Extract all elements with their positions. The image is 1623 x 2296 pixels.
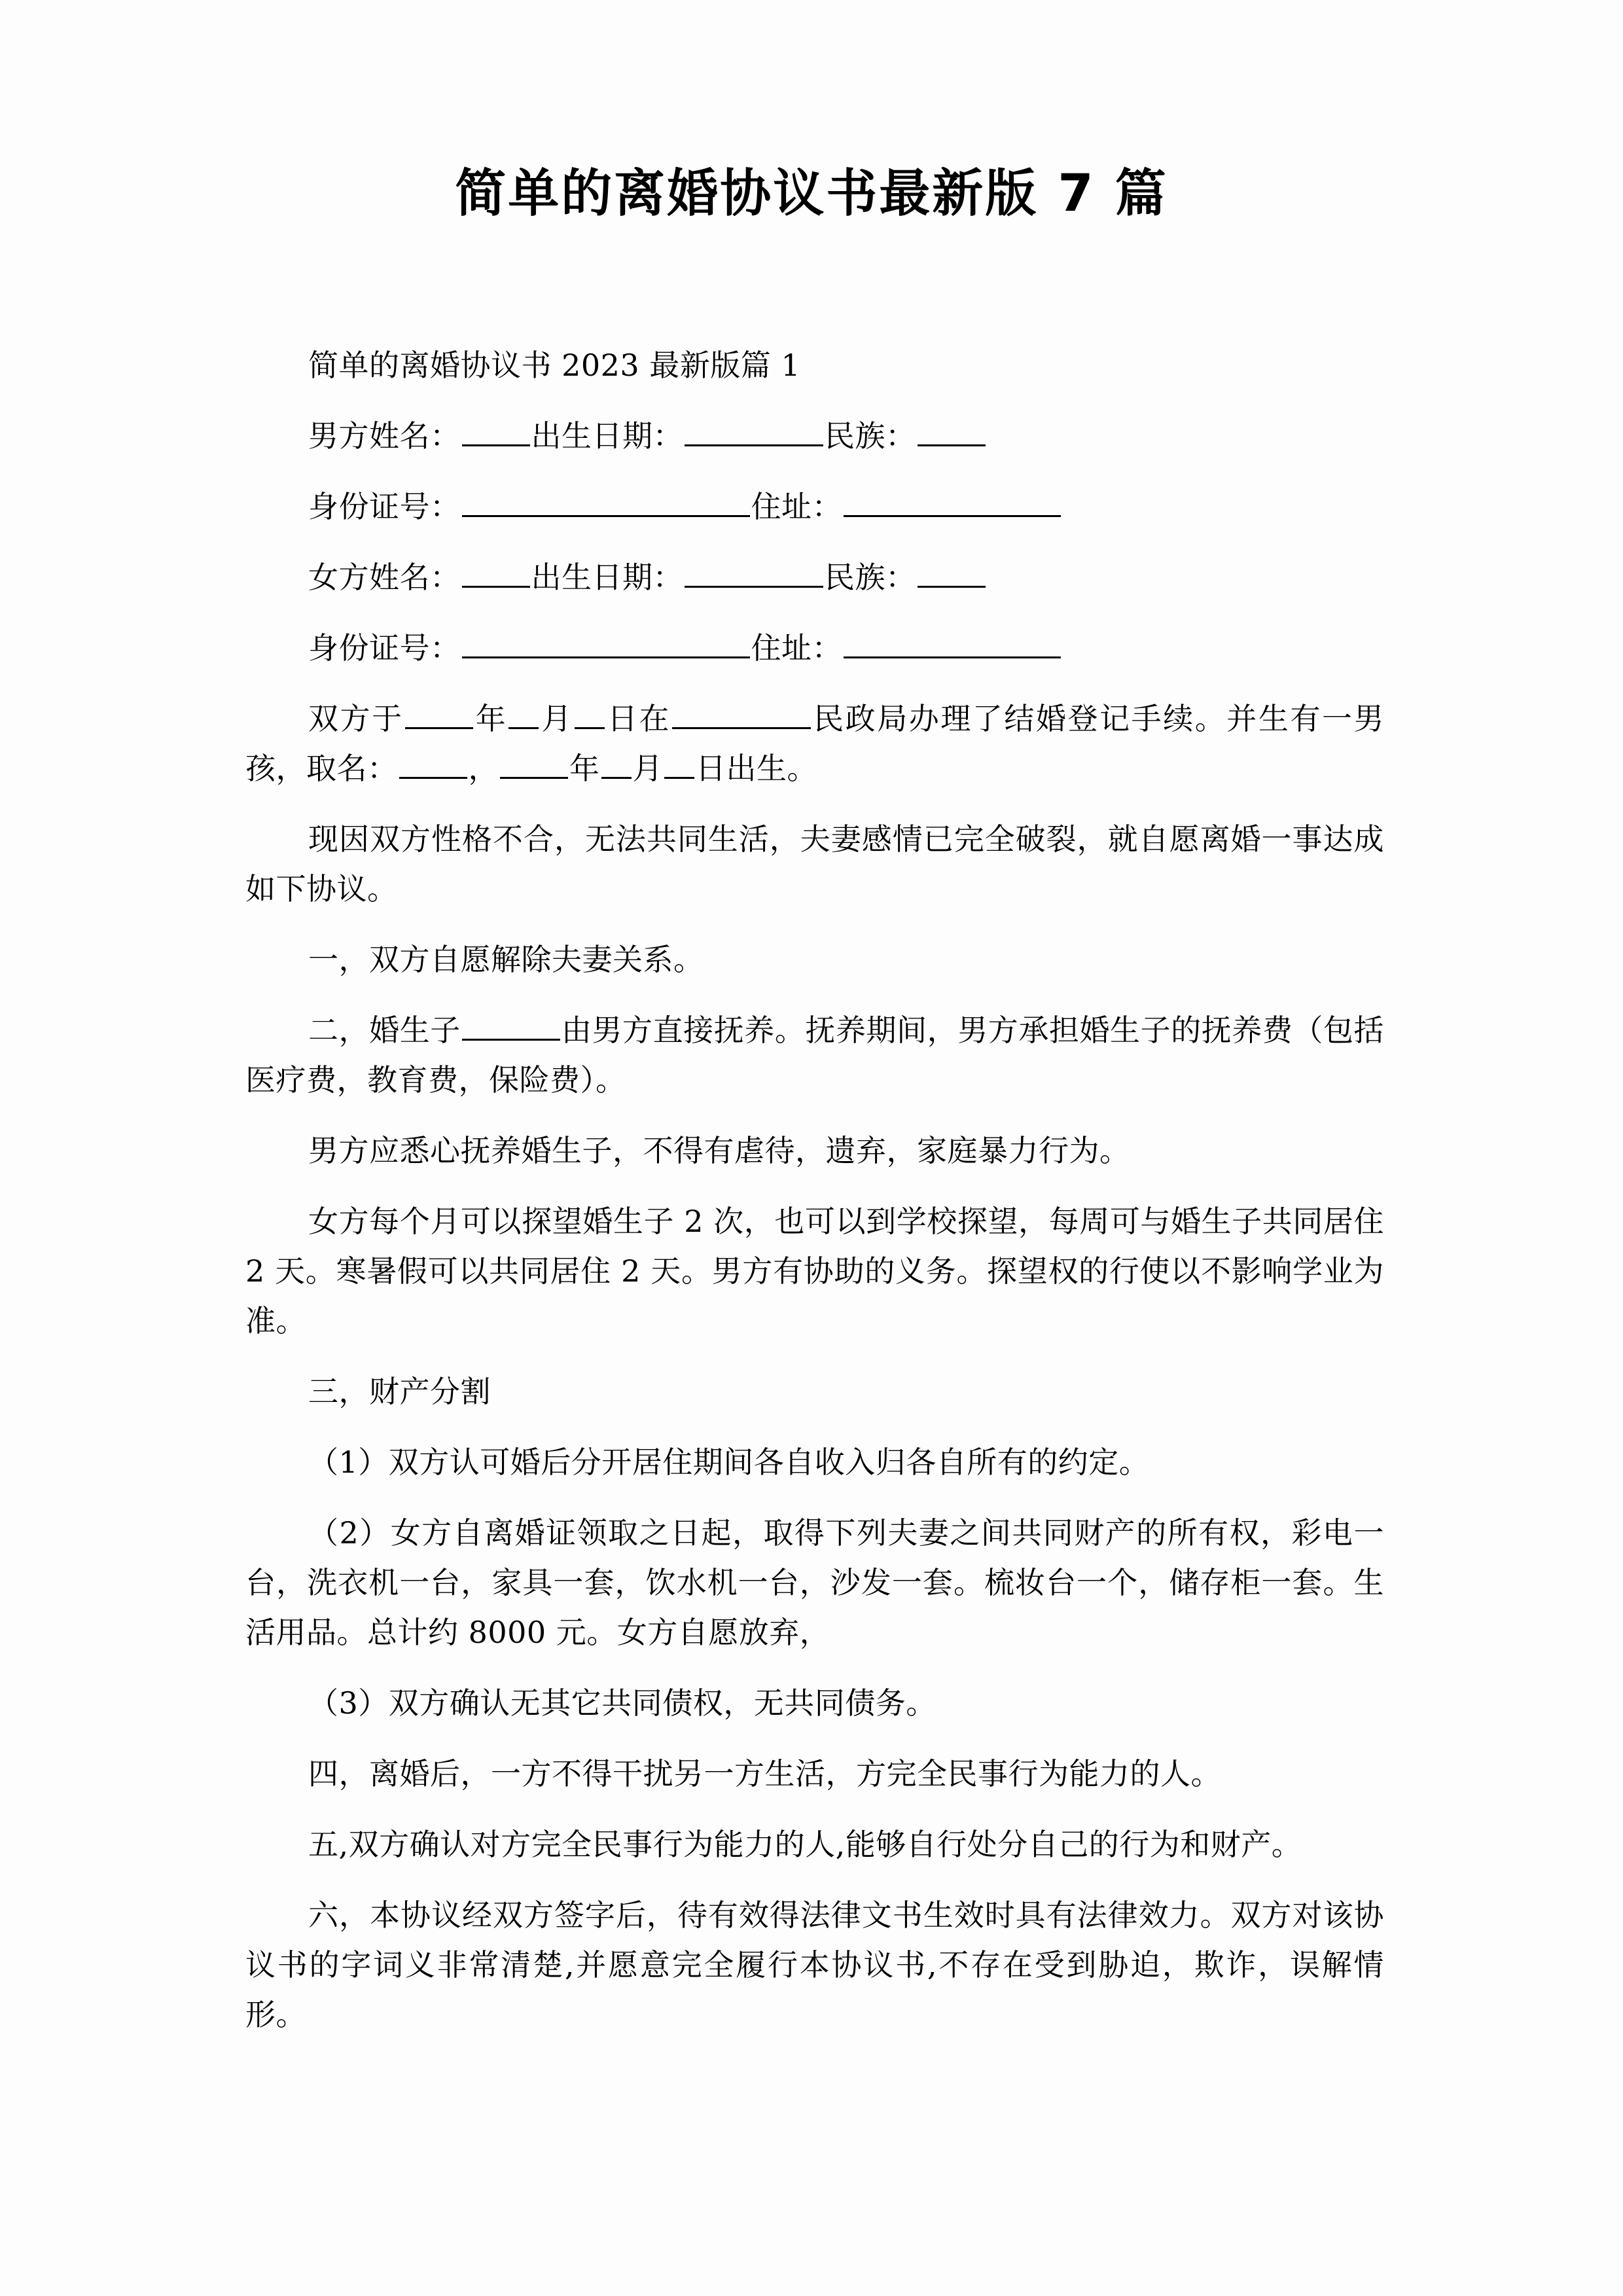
marriage-year-blank[interactable] bbox=[405, 704, 473, 729]
child-birth-day-blank[interactable] bbox=[664, 753, 694, 779]
clause-four: 四，离婚后，一方不得干扰另一方生活，方完全民事行为能力的人。 bbox=[308, 1756, 1221, 1791]
document-body bbox=[245, 340, 1384, 2039]
female-id-blank[interactable] bbox=[462, 633, 750, 658]
clause-three-heading: 三，财产分割 bbox=[308, 1374, 491, 1409]
paragraph-marriage-registration bbox=[245, 694, 1384, 793]
male-name-label: 男方姓名： bbox=[308, 418, 461, 454]
marriage-reg-text-8: 月 bbox=[632, 751, 663, 786]
marriage-day-blank[interactable] bbox=[575, 704, 605, 729]
clause-one: 一，双方自愿解除夫妻关系。 bbox=[308, 942, 704, 977]
female-name-label: 女方姓名： bbox=[308, 560, 461, 595]
paragraph-divorce-reason: 现因双方性格不合，无法共同生活，夫妻感情已完全破裂，就自愿离婚一事达成如下协议。 bbox=[245, 821, 1384, 906]
child-birth-month-blank[interactable] bbox=[601, 753, 632, 779]
field-row-male-name bbox=[245, 411, 1384, 461]
birth-date-label-female: 出生日期： bbox=[531, 560, 683, 595]
birth-date-label-male: 出生日期： bbox=[531, 418, 683, 454]
female-birth-date-blank[interactable] bbox=[685, 562, 823, 588]
female-address-label: 住址： bbox=[751, 630, 842, 666]
clause-three-item-1: （1）双方认可婚后分开居住期间各自收入归各自所有的约定。 bbox=[308, 1444, 1150, 1480]
clause-three-item-2: （2）女方自离婚证领取之日起，取得下列夫妻之间共同财产的所有权，彩电一台，洗衣机一台，家具一套，饮水机一台，沙发一套。梳妆台一个，储存柜一套。生活用品。总计约 8000 元。女方自愿放弃， bbox=[245, 1515, 1384, 1650]
marriage-month-blank[interactable] bbox=[508, 704, 539, 729]
clause-two bbox=[245, 1005, 1384, 1105]
marriage-reg-text-5: 民政局办理了结婚登记手续。并生有一男孩，取名： bbox=[245, 701, 1385, 786]
clause-two-visitation: 女方每个月可以探望婚生子 2 次，也可以到学校探望，每周可与婚生子共同居住 2 天。寒暑假可以共同居住 2 天。男方有协助的义务。探望权的行使以不影响学业为准。 bbox=[245, 1204, 1384, 1338]
marriage-reg-text-2: 年 bbox=[474, 701, 508, 736]
female-ethnicity-blank[interactable] bbox=[918, 562, 986, 588]
marriage-reg-text-3: 月 bbox=[540, 701, 573, 736]
child-birth-year-blank[interactable] bbox=[500, 753, 568, 779]
clause-two-text-2: 由男方直接抚养。抚养期间，男方承担婚生子的抚养费（包括医疗费，教育费，保险费）。 bbox=[245, 1013, 1384, 1098]
marriage-reg-text-7: 年 bbox=[569, 751, 600, 786]
marriage-reg-text-6: ， bbox=[468, 751, 499, 786]
male-address-label: 住址： bbox=[751, 489, 842, 524]
female-name-blank[interactable] bbox=[462, 562, 530, 588]
clause-two-child-blank[interactable] bbox=[462, 1015, 560, 1041]
male-address-blank[interactable] bbox=[844, 492, 1061, 517]
male-name-blank[interactable] bbox=[462, 421, 530, 446]
marriage-reg-text-1: 双方于 bbox=[308, 701, 404, 736]
marriage-bureau-blank[interactable] bbox=[672, 704, 811, 729]
clause-five: 五,双方确认对方完全民事行为能力的人,能够自行处分自己的行为和财产。 bbox=[308, 1827, 1302, 1862]
clause-six: 六，本协议经双方签字后，待有效得法律文书生效时具有法律效力。双方对该协议书的字词义非常清楚,并愿意完全履行本协议书,不存在受到胁迫，欺诈，误解情形。 bbox=[245, 1897, 1384, 2032]
field-row-male-id bbox=[245, 482, 1384, 531]
ethnicity-label-female: 民族： bbox=[825, 560, 916, 595]
female-address-blank[interactable] bbox=[844, 633, 1061, 658]
male-birth-date-blank[interactable] bbox=[685, 421, 823, 446]
section-heading bbox=[245, 340, 1384, 390]
field-row-female-id bbox=[245, 623, 1384, 673]
section-heading-text: 简单的离婚协议书 2023 最新版篇 1 bbox=[308, 348, 801, 383]
field-row-female-name bbox=[245, 552, 1384, 602]
male-ethnicity-blank[interactable] bbox=[918, 421, 986, 446]
ethnicity-label-male: 民族： bbox=[825, 418, 916, 454]
page-title: 简单的离婚协议书最新版 7 篇 bbox=[455, 164, 1168, 223]
female-id-label: 身份证号： bbox=[308, 630, 461, 666]
marriage-reg-text-9: 日出生。 bbox=[696, 751, 817, 786]
marriage-reg-text-4: 日在 bbox=[605, 701, 671, 736]
clause-two-care: 男方应悉心抚养婚生子，不得有虐待，遗弃，家庭暴力行为。 bbox=[308, 1133, 1130, 1168]
child-name-blank[interactable] bbox=[399, 753, 467, 779]
clause-two-text-1: 二，婚生子 bbox=[308, 1013, 461, 1048]
male-id-label: 身份证号： bbox=[308, 489, 461, 524]
clause-three-item-3: （3）双方确认无其它共同债权，无共同债务。 bbox=[308, 1685, 936, 1721]
male-id-blank[interactable] bbox=[462, 492, 750, 517]
